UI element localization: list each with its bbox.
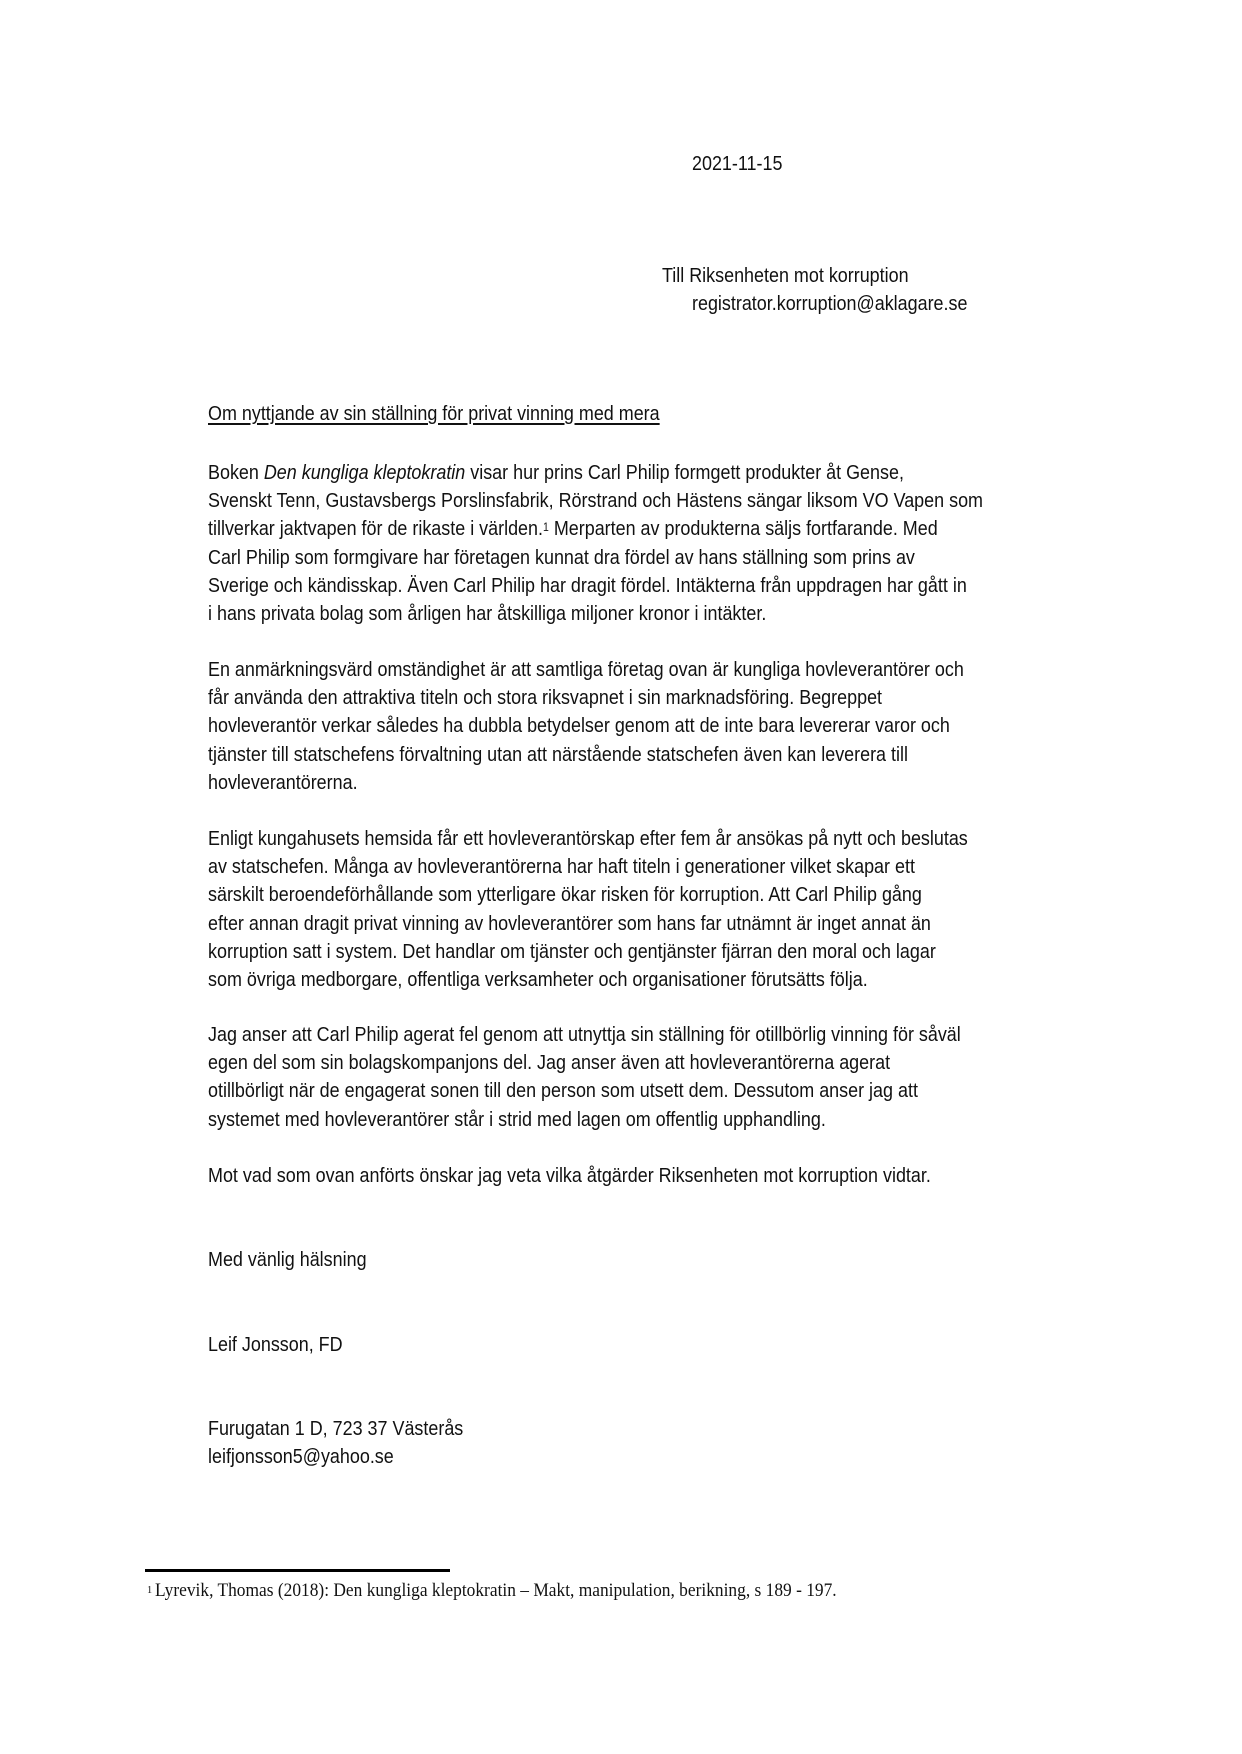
paragraph-line — [208, 459, 983, 487]
paragraph-line: får använda den attraktiva titeln och stora riksvapnet i sin marknadsföring. Begreppet — [208, 686, 883, 710]
paragraph-line: Sverige och kändisskap. Även Carl Philip har dragit fördel. Intäkterna från uppdragen har gått in — [208, 573, 967, 597]
line-text: Merparten av produkterna säljs fortfarande. Med — [548, 517, 938, 541]
footnote-separator — [145, 1569, 450, 1572]
paragraph-line: Enligt kungahusets hemsida får ett hovleverantörskap efter fem år ansökas på nytt och beslutas — [208, 827, 968, 850]
line-text: tillverkar jaktvapen för de rikaste i världen. — [208, 517, 543, 541]
paragraph-4 — [208, 1021, 1068, 1134]
paragraph-line: egen del som sin bolagskompanjons del. Jag anser även att hovleverantörerna agerat — [208, 1051, 891, 1075]
paragraph-3 — [208, 825, 1076, 994]
sender-address: Furugatan 1 D, 723 37 Västerås — [208, 1417, 464, 1440]
paragraph-line: som övriga medborgare, offentliga verksamheter och organisationer förutsätts följa. — [208, 967, 868, 991]
paragraph-line: systemet med hovleverantörer står i strid med lagen om offentlig upphandling. — [208, 1107, 826, 1131]
paragraph-line: hovleverantör verkar således ha dubbla betydelser genom att de inte bara levererar varor och — [208, 714, 950, 738]
line-text: Boken — [208, 461, 264, 484]
book-title: Den kungliga kleptokratin — [263, 461, 466, 484]
subject-heading: Om nyttjande av sin ställning för privat vinning med mera — [208, 402, 660, 425]
paragraph-2 — [208, 656, 1072, 797]
footnote-reference[interactable]: 1 — [542, 520, 549, 535]
paragraph-line — [208, 515, 983, 543]
paragraph-line: Carl Philip som formgivare har företagen kunnat dra fördel av hans ställning som prins av — [208, 545, 915, 569]
paragraph-line: av statschefen. Många av hovleverantörerna har haft titeln i generationer vilket skapar ett — [208, 855, 915, 879]
letter-date: 2021-11-15 — [692, 152, 783, 175]
paragraph-line: Svenskt Tenn, Gustavsbergs Porslinsfabrik, Rörstrand och Hästens sängar liksom VO Vapen som — [208, 489, 983, 513]
signature-name: Leif Jonsson, FD — [208, 1333, 343, 1356]
paragraph-line: efter annan dragit privat vinning av hovleverantörer som hans far utnämnt är inget annat än — [208, 911, 931, 935]
footnote — [147, 1580, 837, 1602]
recipient-email: registrator.korruption@aklagare.se — [692, 292, 968, 315]
paragraph-line: otillbörligt när de engagerat sonen till den person som utsett dem. Dessutom anser jag att — [208, 1079, 918, 1103]
paragraph-line: tjänster till statschefens förvaltning utan att närstående statschefen även kan leverera till — [208, 742, 908, 766]
paragraph-line: Mot vad som ovan anförts önskar jag veta vilka åtgärder Riksenheten mot korruption vidtar. — [208, 1164, 931, 1187]
paragraph-1 — [208, 459, 1094, 628]
closing-salutation: Med vänlig hälsning — [208, 1248, 367, 1271]
line-text: visar hur prins Carl Philip formgett produkter åt Gense, — [465, 461, 904, 484]
recipient-name: Till Riksenheten mot korruption — [662, 264, 909, 287]
paragraph-line: i hans privata bolag som årligen har åtskilliga miljoner kronor i intäkter. — [208, 601, 767, 625]
footnote-number: 1 — [147, 1584, 153, 1596]
paragraph-line: En anmärkningsvärd omständighet är att samtliga företag ovan är kungliga hovleverantörer och — [208, 658, 964, 681]
sender-email: leifjonsson5@yahoo.se — [208, 1445, 394, 1468]
paragraph-line: hovleverantörerna. — [208, 770, 358, 794]
paragraph-line: särskilt beroendeförhållande som ytterligare ökar risken för korruption. Att Carl Philip gång — [208, 883, 922, 907]
paragraph-line: korruption satt i system. Det handlar om tjänster och gentjänster fjärran den moral och lagar — [208, 939, 936, 963]
footnote-text: Lyrevik, Thomas (2018): Den kungliga kleptokratin – Makt, manipulation, berikning, s 189 - 197. — [154, 1581, 837, 1601]
paragraph-5 — [208, 1162, 1034, 1190]
paragraph-line: Jag anser att Carl Philip agerat fel genom att utnyttja sin ställning för otillbörlig vinning för såväl — [208, 1023, 961, 1046]
